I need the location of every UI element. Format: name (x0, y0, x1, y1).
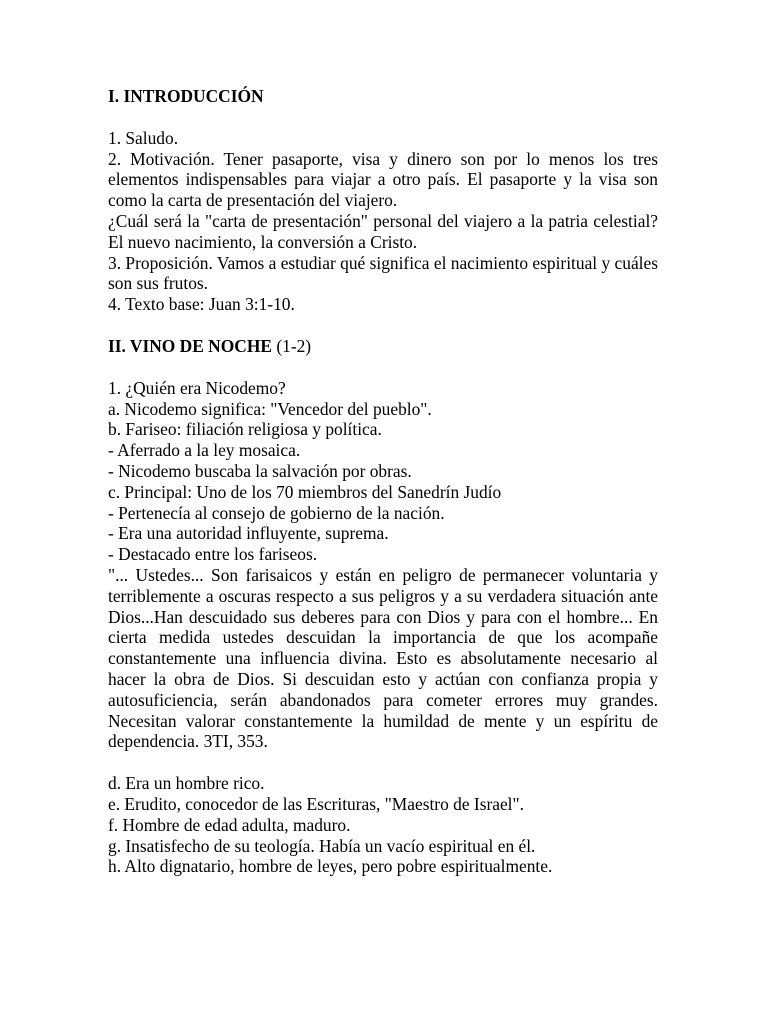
spacer (108, 107, 658, 128)
list-item: g. Insatisfecho de su teología. Había un vacío espiritual en él. (108, 835, 536, 856)
list-item: f. Hombre de edad adulta, maduro. (108, 814, 351, 835)
item-proposicion: 3. Proposición. Vamos a estudiar qué significa el nacimiento espiritual y cuáles son sus frutos. (108, 252, 658, 294)
list-item: - Pertenecía al consejo de gobierno de la nación. (108, 502, 445, 523)
list-item: e. Erudito, conocedor de las Escrituras, "Maestro de Israel". (108, 793, 524, 814)
section-heading-vino-de-noche (108, 336, 658, 357)
quote-block: "... Ustedes... Son farisaicos y están en peligro de permanecer voluntaria y terriblemente a oscuras respecto a sus peligros y a su verdadera situación ante Dios...Han descuidado sus deberes para con Dios y para con el hombre... En cierta medida ustedes descuidan la importancia de que los acompañe constantemente una influencia divina. Esto es absolutamente necesario al hacer la obra de Dios. Si descuidan esto y actúan con confianza propia y autosuficiencia, serán abandonados para cometer errores muy grandes. Necesitan valorar constantemente la humildad de mente y un espíritu de dependencia. 3TI, 353. (108, 564, 658, 752)
list-item: - Aferrado a la ley mosaica. (108, 440, 301, 461)
item-saludo: 1. Saludo. (108, 127, 179, 148)
list-item: c. Principal: Uno de los 70 miembros del Sanedrín Judío (108, 481, 502, 502)
item-texto-base: 4. Texto base: Juan 3:1-10. (108, 294, 295, 315)
section-heading-introduccion: I. INTRODUCCIÓN (108, 86, 264, 106)
list-item: d. Era un hombre rico. (108, 773, 265, 794)
spacer (108, 752, 658, 773)
section-heading-title: II. VINO DE NOCHE (108, 335, 272, 356)
item-motivacion: 2. Motivación. Tener pasaporte, visa y dinero son por lo menos los tres elementos indispensables para viajar a otro país. El pasaporte y la visa son como la carta de presentación del viajero. (108, 148, 658, 211)
spacer (108, 357, 658, 378)
list-item: b. Fariseo: filiación religiosa y política. (108, 419, 382, 440)
list-item: - Destacado entre los fariseos. (108, 544, 318, 565)
list-item: a. Nicodemo significa: "Vencedor del pueblo". (108, 398, 432, 419)
section-heading-reference: (1-2) (276, 335, 312, 356)
spacer (108, 315, 658, 336)
document-body (108, 86, 658, 877)
list-item: - Nicodemo buscaba la salvación por obras. (108, 460, 412, 481)
list-item: - Era una autoridad influyente, suprema. (108, 523, 389, 544)
item-pregunta-carta: ¿Cuál será la "carta de presentación" personal del viajero a la patria celestial? El nuevo nacimiento, la conversión a Cristo. (108, 210, 658, 252)
list-item: 1. ¿Quién era Nicodemo? (108, 377, 286, 398)
list-item: h. Alto dignatario, hombre de leyes, pero pobre espiritualmente. (108, 856, 553, 877)
